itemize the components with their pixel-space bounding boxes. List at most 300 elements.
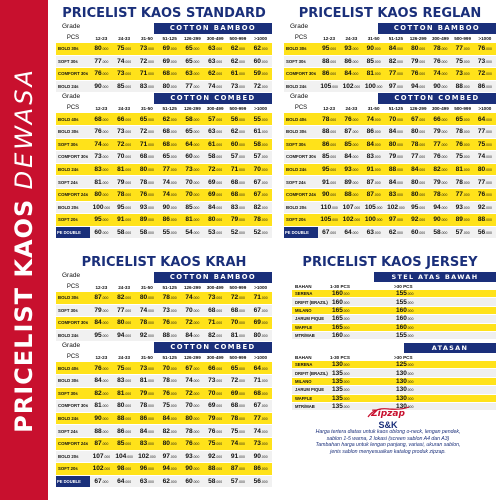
- standard-bamboo-price-cell-suffix: .000: [169, 85, 177, 90]
- jersey-set2-price-1-value: 130: [332, 361, 343, 369]
- krah-bamboo-col: 12-23: [95, 284, 108, 290]
- krah-combed-price-cell: [204, 440, 227, 447]
- krah-combed-price-cell-value: 78: [162, 377, 170, 385]
- krah-combed-price-cell-suffix: .000: [238, 417, 245, 422]
- reglan-combed-price-cell-suffix: .000: [440, 180, 448, 185]
- standard-bamboo-price-cell-suffix: .000: [238, 59, 245, 64]
- reglan-bamboo-price-cell-value: 86: [322, 70, 330, 78]
- krah-bamboo-price-cell: [227, 332, 250, 339]
- standard-combed-price-cell: [113, 166, 136, 173]
- krah-combed-price-cell-suffix: .000: [260, 366, 268, 371]
- jersey-set1-price-2: [394, 307, 496, 314]
- reglan-combed-price-cell-suffix: .000: [373, 130, 381, 135]
- standard-combed-price-cell-suffix: .000: [215, 155, 223, 160]
- standard-combed-band: COTTON COMBED: [154, 93, 272, 104]
- standard-combed-price-cell-suffix: .000: [260, 117, 268, 122]
- reglan-combed-col: 31-50: [367, 105, 380, 111]
- standard-combed-price-cell: [249, 141, 272, 148]
- reglan-combed-price-cell: [452, 191, 474, 198]
- standard-combed-price-cell-value: 68: [94, 115, 102, 123]
- jersey-set1-price-2: [394, 290, 496, 297]
- side-banner-text: [10, 67, 38, 433]
- reglan-bamboo-price-cell: [429, 45, 451, 52]
- reglan-bamboo-row: [284, 81, 496, 94]
- reglan-combed-price-cell-suffix: .000: [373, 142, 381, 147]
- standard-bamboo-price-cell: [113, 83, 136, 90]
- standard-combed-row: [56, 214, 272, 227]
- reglan-combed-row: [284, 126, 496, 139]
- reglan-bamboo-price-cell-value: 100: [364, 83, 376, 91]
- reglan-bamboo-row: [284, 43, 496, 56]
- reglan-combed-price-cell: [340, 166, 362, 173]
- standard-bamboo-row-label: SOFT 30s: [58, 58, 78, 64]
- krah-bamboo-price-cell-suffix: .000: [260, 296, 268, 301]
- standard-combed-price-cell: [204, 116, 227, 123]
- reglan-bamboo-price-cell: [318, 83, 340, 90]
- reglan-combed-price-cell: [474, 229, 496, 236]
- note-line-4: jenis sablon menyesuaikan katalog produk zipzap.: [330, 448, 446, 455]
- reglan-combed-price-cell-suffix: .000: [485, 180, 492, 185]
- reglan-bamboo-grade-row: [284, 23, 496, 33]
- reglan-bamboo-price-cell-value: 76: [433, 57, 441, 65]
- krah-combed-price-cell: [136, 377, 159, 384]
- standard-bamboo-price-cell-suffix: .000: [260, 59, 268, 64]
- reglan-combed-price-cell: [474, 166, 496, 173]
- standard-combed-price-cell: [204, 128, 227, 135]
- krah-combed-price-cell-suffix: .000: [101, 391, 109, 396]
- jersey-set2-price-1-suffix: .000: [342, 363, 350, 368]
- jersey-set2-fabric: DRIFIT (BRAZIL): [295, 370, 328, 376]
- standard-combed-row-label: SOFT 30s: [58, 141, 78, 147]
- reglan-bamboo-price-cell-suffix: .000: [329, 59, 337, 64]
- standard-combed-price-cell-value: 81: [185, 216, 193, 224]
- reglan-combed-price-cell: [474, 179, 496, 186]
- reglan-combed-price-cell: [407, 179, 429, 186]
- standard-combed-price-cell-value: 95: [117, 203, 125, 211]
- standard-combed-price-cell-suffix: .000: [169, 142, 177, 147]
- reglan-combed-price-cell: [452, 141, 474, 148]
- standard-combed-price-cell-suffix: .000: [169, 117, 177, 122]
- krah-combed-price-cell: [181, 377, 204, 384]
- standard-combed-price-cell-suffix: .000: [101, 180, 109, 185]
- jersey-set1-price-2-suffix: .000: [406, 308, 414, 313]
- reglan-combed-price-cell-value: 67: [411, 115, 419, 123]
- jersey-set1-fabric: SERENA: [295, 291, 313, 297]
- standard-combed-col: 12-23: [95, 105, 108, 111]
- reglan-combed-price-cell-value: 79: [388, 153, 397, 161]
- standard-combed-price-cell-value: 61: [208, 140, 216, 148]
- standard-combed-price-cell: [158, 216, 181, 223]
- krah-combed-price-cell-suffix: .000: [124, 404, 132, 409]
- reglan-combed-price-cell-value: 84: [344, 153, 352, 161]
- standard-combed-price-cell-value: 68: [162, 140, 170, 148]
- standard-combed-price-cell-value: 52: [230, 229, 239, 237]
- standard-combed-price-cell-suffix: .000: [238, 205, 245, 210]
- krah-combed-price-cell-value: 84: [94, 377, 102, 385]
- krah-combed-price-cell-suffix: .000: [101, 404, 109, 409]
- standard-bamboo-col: 126-299: [183, 35, 201, 41]
- standard-combed-price-cell: [227, 216, 250, 223]
- standard-combed-price-cell: [181, 128, 204, 135]
- jersey-set2-head-p2: >30 PCS: [394, 354, 413, 360]
- krah-bamboo-price-cell: [90, 294, 113, 301]
- krah-combed-price-cell-value: 93: [185, 452, 193, 460]
- reglan-bamboo-band: COTTON BAMBOO: [378, 23, 496, 34]
- jersey-set2-rows: [292, 361, 496, 411]
- krah-combed-price-cell-suffix: .000: [260, 391, 268, 396]
- jersey-set2-price-1-suffix: .000: [342, 405, 350, 410]
- brand-name: S&K: [378, 420, 398, 430]
- reglan-combed-row-label: COMFORT 30s: [286, 154, 317, 160]
- reglan-bamboo-price-cell-value: 82: [388, 57, 397, 65]
- standard-bamboo-price-cell: [181, 70, 204, 77]
- standard-combed-price-cell-value: 60: [94, 229, 102, 237]
- standard-bamboo-price-cell: [158, 45, 181, 52]
- reglan-combed-price-cell-suffix: .000: [329, 142, 337, 147]
- krah-combed-price-cell-suffix: .000: [124, 391, 132, 396]
- krah-combed-price-cell: [90, 465, 113, 472]
- reglan-combed-row: [284, 202, 496, 215]
- krah-combed-price-cell-suffix: .000: [192, 467, 200, 472]
- standard-combed-price-cell: [113, 216, 136, 223]
- standard-combed-price-cell-suffix: .000: [215, 218, 223, 223]
- krah-bamboo-price-cell-value: 78: [162, 294, 170, 302]
- reglan-combed-price-cell: [474, 204, 496, 211]
- krah-combed-price-cell-value: 107: [92, 452, 104, 460]
- jersey-set2-fabric: MTR/MAB: [295, 404, 315, 410]
- reglan-bamboo-price-cell-suffix: .000: [329, 72, 337, 77]
- reglan-combed-price-cell: [407, 141, 429, 148]
- reglan-combed-row-label: PE DOUBLE: [284, 227, 318, 239]
- krah-bamboo-price-cell-value: 68: [230, 306, 239, 314]
- reglan-combed-price-cell-suffix: .000: [440, 218, 448, 223]
- standard-combed-price-cell-value: 57: [253, 153, 261, 161]
- reglan-bamboo-col: 12-23: [323, 35, 335, 41]
- reglan-combed-price-cell: [429, 204, 451, 211]
- reglan-combed-price-cell-suffix: .000: [485, 168, 492, 173]
- krah-combed-col: 12-23: [95, 354, 108, 360]
- krah-combed-price-cell-value: 78: [230, 415, 239, 423]
- standard-bamboo-price-cell-value: 76: [94, 70, 102, 78]
- reglan-bamboo-price-cell-suffix: .000: [462, 72, 470, 77]
- standard-combed-price-cell-value: 84: [208, 203, 216, 211]
- reglan-combed-price-cell: [407, 116, 429, 123]
- standard-combed-price-cell-suffix: .000: [124, 155, 132, 160]
- standard-combed-price-cell-value: 62: [230, 128, 239, 136]
- reglan-bamboo-price-cell-value: 90: [433, 83, 441, 91]
- standard-bamboo-price-cell-value: 62: [253, 45, 261, 53]
- krah-combed-price-cell: [158, 478, 181, 485]
- krah-bamboo-price-cell-suffix: .000: [192, 308, 200, 313]
- reglan-bamboo-price-cell-value: 105: [320, 83, 332, 91]
- standard-combed-price-cell: [204, 216, 227, 223]
- reglan-bamboo-price-cell-suffix: .000: [396, 85, 403, 90]
- standard-bamboo-price-cell-suffix: .000: [169, 59, 177, 64]
- standard-bamboo-price-cell-value: 62: [230, 57, 239, 65]
- krah-bamboo-grade: Grade: [62, 272, 81, 279]
- krah-combed-price-cell-value: 72: [230, 377, 239, 385]
- reglan-bamboo-price-cell-value: 81: [366, 70, 374, 78]
- krah-combed-price-cell: [113, 478, 136, 485]
- standard-combed-price-cell: [113, 229, 136, 236]
- reglan-combed-row-label: SOFT 20s: [286, 217, 306, 223]
- krah-bamboo-price-cell-value: 80: [253, 332, 261, 340]
- krah-combed-row: [56, 438, 272, 451]
- krah-combed-price-cell-suffix: .000: [238, 379, 245, 384]
- standard-combed-price-cell-suffix: .000: [238, 130, 245, 135]
- reglan-combed-price-cell-value: 67: [322, 229, 330, 237]
- standard-bamboo-price-cell-suffix: .000: [192, 59, 200, 64]
- reglan-bamboo-price-cell-value: 80: [411, 45, 419, 53]
- krah-combed-price-cell-value: 79: [139, 389, 148, 397]
- jersey-set1-fabric: MILANO: [295, 307, 312, 313]
- krah-combed-price-cell: [136, 428, 159, 435]
- krah-combed-price-cell-value: 96: [139, 465, 148, 473]
- reglan-combed-price-cell-value: 80: [388, 140, 397, 148]
- krah-combed-price-cell: [249, 415, 272, 422]
- standard-bamboo-price-cell-suffix: .000: [124, 85, 132, 90]
- reglan-combed-price-cell-value: 107: [342, 203, 354, 211]
- krah-combed-row-label: COMFORT 24s: [58, 441, 89, 447]
- krah-bamboo-price-cell-value: 70: [230, 319, 239, 327]
- standard-bamboo-price-cell-suffix: .000: [215, 59, 223, 64]
- reglan-bamboo-price-cell-suffix: .000: [418, 59, 426, 64]
- standard-combed-row: [56, 139, 272, 152]
- reglan-bamboo-row-label: BOLD 24s: [286, 84, 307, 90]
- standard-bamboo-row: [56, 43, 272, 56]
- standard-bamboo-price-cell-value: 72: [139, 57, 148, 65]
- reglan-combed-price-cell-suffix: .000: [440, 168, 448, 173]
- krah-combed-price-cell-suffix: .000: [147, 442, 154, 447]
- standard-combed-price-cell: [227, 179, 250, 186]
- standard-combed-price-cell-value: 82: [253, 203, 261, 211]
- reglan-combed-row-label: BOLD 30s: [286, 129, 307, 135]
- krah-combed-price-cell-suffix: .000: [215, 429, 223, 434]
- reglan-combed-price-cell-value: 77: [455, 191, 463, 199]
- standard-combed-price-cell-value: 70: [253, 166, 261, 174]
- standard-table: [56, 23, 272, 239]
- reglan-combed-price-cell: [474, 153, 496, 160]
- krah-combed-price-cell-value: 70: [162, 364, 170, 372]
- krah-combed-price-cell-value: 80: [162, 440, 170, 448]
- krah-combed-price-cell: [227, 440, 250, 447]
- krah-bamboo-price-cell: [204, 294, 227, 301]
- krah-combed-price-cell: [181, 402, 204, 409]
- reglan-bamboo-price-cell: [318, 58, 340, 65]
- reglan-combed-price-cell-value: 80: [477, 166, 486, 174]
- standard-combed-col: 500-999: [229, 105, 247, 111]
- reglan-combed-price-cell-value: 79: [433, 178, 441, 186]
- standard-combed-price-cell-suffix: .000: [101, 130, 109, 135]
- krah-combed-price-cell: [227, 428, 250, 435]
- reglan-combed-price-cell-suffix: .000: [440, 130, 448, 135]
- jersey-set1-price-1-value: 160: [332, 290, 343, 298]
- krah-bamboo-price-cell-suffix: .000: [147, 308, 154, 313]
- reglan-combed-band: COTTON COMBED: [378, 93, 496, 104]
- reglan-bamboo-price-cell: [474, 58, 496, 65]
- krah-combed-price-cell-suffix: .000: [192, 417, 200, 422]
- krah-combed-price-cell: [204, 428, 227, 435]
- reglan-combed-price-cell: [407, 229, 429, 236]
- reglan-combed-price-cell: [429, 116, 451, 123]
- reglan-bamboo-price-cell-suffix: .000: [440, 85, 448, 90]
- reglan-bamboo-price-cell: [474, 83, 496, 90]
- krah-combed-price-cell-value: 73: [208, 377, 216, 385]
- reglan-combed-price-cell: [363, 116, 385, 123]
- jersey-set2-row: [292, 361, 496, 369]
- krah-combed-price-cell: [90, 440, 113, 447]
- krah-bamboo-col: 126-299: [183, 284, 201, 290]
- standard-bamboo-price-cell: [136, 45, 159, 52]
- reglan-combed-price-cell-value: 63: [366, 229, 374, 237]
- krah-bamboo-price-cell-suffix: .000: [147, 296, 154, 301]
- reglan-bamboo-price-cell-value: 94: [411, 83, 419, 91]
- standard-bamboo-price-cell: [181, 45, 204, 52]
- krah-bamboo-price-cell: [204, 319, 227, 326]
- jersey-set1-head-p1: 1-30 PCS: [330, 283, 350, 289]
- standard-combed-price-cell-value: 60: [185, 153, 193, 161]
- reglan-combed-price-cell: [340, 141, 362, 148]
- krah-bamboo-price-cell-suffix: .000: [169, 296, 177, 301]
- krah-combed-price-cell: [90, 415, 113, 422]
- krah-combed-price-cell: [204, 453, 227, 460]
- jersey-set2-price-2: [394, 370, 496, 377]
- standard-combed-price-cell-suffix: .000: [169, 180, 177, 185]
- jersey-set2-price-1-value: 135: [332, 394, 343, 402]
- standard-combed-price-cell: [136, 204, 159, 211]
- krah-bamboo-price-cell-value: 84: [185, 332, 193, 340]
- krah-combed-price-cell-value: 72: [185, 389, 193, 397]
- jersey-set1-fabric: MTR/MAB: [295, 333, 315, 339]
- krah-combed-price-cell-value: 71: [253, 377, 261, 385]
- reglan-combed-price-cell-value: 87: [366, 178, 374, 186]
- reglan-combed-price-cell: [452, 166, 474, 173]
- krah-combed-price-cell: [227, 390, 250, 397]
- jersey-set2-price-1-value: 135: [332, 377, 343, 385]
- krah-combed-price-cell: [113, 390, 136, 397]
- reglan-combed-price-cell-suffix: .000: [462, 231, 470, 236]
- reglan-combed-price-cell-value: 91: [322, 178, 330, 186]
- krah-bamboo-price-cell-value: 78: [139, 319, 148, 327]
- standard-combed-price-cell-value: 71: [230, 166, 239, 174]
- standard-combed-price-cell-value: 69: [208, 191, 216, 199]
- jersey-set1-head-bahan: BAHAN: [295, 283, 312, 289]
- standard-bamboo-price-cell: [204, 45, 227, 52]
- standard-combed-price-cell-suffix: .000: [215, 193, 223, 198]
- krah-combed-band: COTTON COMBED: [154, 342, 272, 353]
- jersey-set2-price-2: [394, 386, 496, 393]
- jersey-set1-price-1: [330, 290, 394, 297]
- standard-combed-price-cell: [249, 179, 272, 186]
- standard-combed-price-cell-suffix: .000: [260, 231, 268, 236]
- jersey-set1-row: [292, 324, 496, 332]
- krah-combed-price-cell-value: 74: [185, 377, 193, 385]
- reglan-combed-price-cell: [452, 116, 474, 123]
- krah-bamboo-price-cell-value: 77: [117, 306, 125, 314]
- krah-combed-price-cell: [113, 453, 136, 460]
- krah-combed-price-cell-value: 57: [230, 478, 239, 486]
- jersey-set1-price-1-suffix: .000: [342, 300, 350, 305]
- krah-bamboo-row: [56, 305, 272, 318]
- standard-combed-price-cell-suffix: .000: [147, 218, 154, 223]
- reglan-combed-price-cell-suffix: .000: [351, 142, 359, 147]
- standard-combed-price-cell-value: 55: [162, 229, 170, 237]
- reglan-combed-price-cell: [318, 204, 340, 211]
- reglan-combed-price-cell: [474, 128, 496, 135]
- krah-combed-row-label: BOLD 24s: [58, 416, 79, 422]
- standard-combed-col: 300-499: [206, 105, 224, 111]
- krah-combed-price-cell-value: 69: [208, 402, 216, 410]
- krah-bamboo-price-cell-value: 72: [230, 294, 239, 302]
- krah-combed-price-cell-suffix: .000: [192, 404, 200, 409]
- krah-combed-price-cell: [113, 365, 136, 372]
- reglan-combed-price-cell-value: 88: [322, 128, 330, 136]
- standard-combed-price-cell-suffix: .000: [124, 168, 132, 173]
- krah-bamboo-price-cell-suffix: .000: [238, 321, 245, 326]
- standard-combed-price-cell: [181, 153, 204, 160]
- standard-bamboo-grade: Grade: [62, 23, 81, 30]
- reglan-combed-price-cell-value: 77: [477, 178, 486, 186]
- standard-bamboo-price-cell: [227, 70, 250, 77]
- krah-combed-price-cell: [249, 365, 272, 372]
- standard-combed-price-cell-suffix: .000: [147, 142, 154, 147]
- krah-combed-price-cell: [227, 365, 250, 372]
- standard-bamboo-price-cell: [90, 45, 113, 52]
- krah-combed-col: 500-999: [229, 354, 247, 360]
- krah-combed-price-cell-value: 75: [162, 402, 170, 410]
- reglan-combed-price-cell-suffix: .000: [351, 168, 359, 173]
- jersey-set1-price-2-value: 160: [396, 323, 407, 331]
- reglan-combed-price-cell-suffix: .000: [396, 142, 403, 147]
- krah-combed-price-cell: [249, 390, 272, 397]
- krah-combed-price-cell-suffix: .000: [101, 417, 109, 422]
- standard-combed-price-cell: [227, 191, 250, 198]
- krah-combed-price-cell-suffix: .000: [192, 480, 200, 485]
- krah-combed-row-label: BOLD 40s: [58, 365, 79, 371]
- jersey-set2-price-1-suffix: .000: [342, 396, 350, 401]
- standard-combed-price-cell-value: 76: [94, 128, 102, 136]
- jersey-set1-row: [292, 315, 496, 323]
- krah-bamboo-price-cell-suffix: .000: [192, 334, 200, 339]
- jersey-set1-price-2-suffix: .000: [406, 292, 414, 297]
- krah-bamboo-price-cell-suffix: .000: [238, 308, 245, 313]
- standard-combed-price-cell: [204, 166, 227, 173]
- reglan-bamboo-price-cell: [385, 83, 407, 90]
- jersey-set1-price-2-suffix: .000: [406, 300, 414, 305]
- reglan-combed-price-cell-value: 77: [477, 128, 486, 136]
- krah-combed-price-cell-value: 76: [208, 427, 216, 435]
- reglan-combed-price-cell: [363, 204, 385, 211]
- reglan-combed-price-cell: [385, 141, 407, 148]
- jersey-set1-price-2-value: 155: [396, 298, 407, 306]
- standard-combed-price-cell: [90, 191, 113, 198]
- krah-combed-price-cell: [136, 402, 159, 409]
- reglan-combed-price-cell: [429, 179, 451, 186]
- standard-combed-price-cell: [204, 153, 227, 160]
- jersey-set1-price-2: [394, 299, 496, 306]
- reglan-bamboo-price-cell-value: 86: [344, 57, 352, 65]
- reglan-bamboo-row: [284, 56, 496, 69]
- standard-combed-price-cell: [136, 166, 159, 173]
- krah-bamboo-price-cell-suffix: .000: [124, 321, 132, 326]
- standard-bamboo-price-cell-value: 69: [162, 57, 170, 65]
- reglan-combed-row-label: BOLD 40s: [286, 116, 307, 122]
- standard-bamboo-price-cell: [136, 70, 159, 77]
- krah-bamboo-price-cell: [204, 332, 227, 339]
- standard-combed-price-cell: [90, 229, 113, 236]
- krah-combed-price-cell: [227, 402, 250, 409]
- krah-combed-price-cell-suffix: .000: [147, 467, 154, 472]
